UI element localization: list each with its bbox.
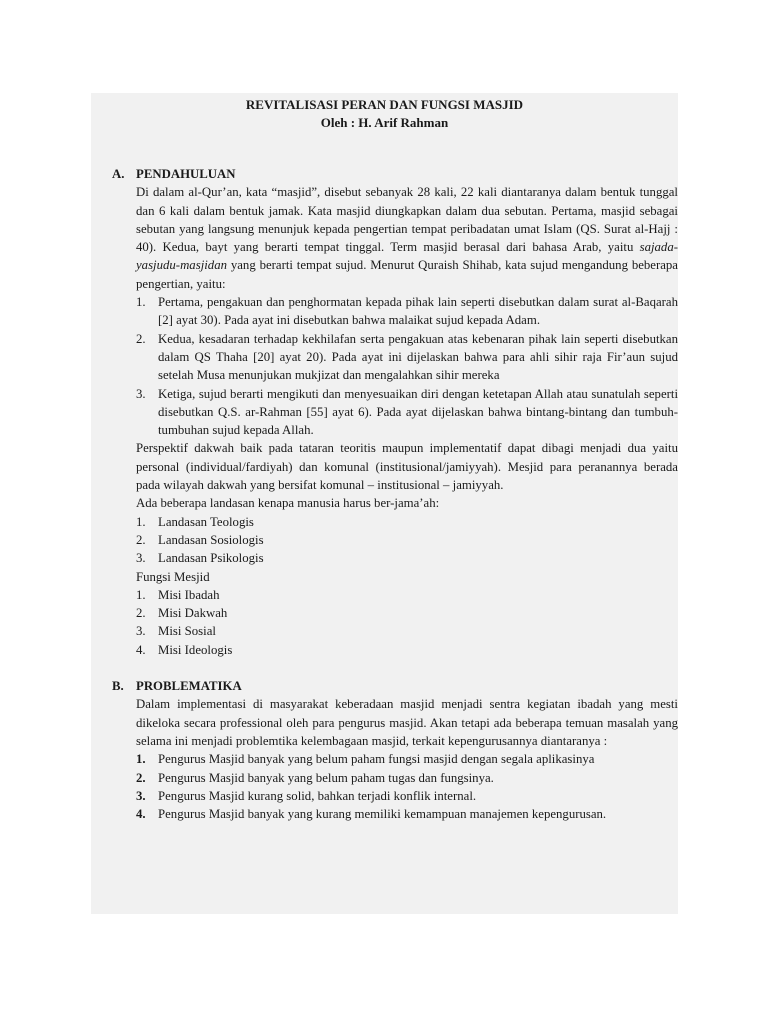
list-text: Kedua, kesadaran terhadap kekhilafan serta pengakuan atas kebenaran pihak lain seperti disebutkan dalam QS Thaha [20] ayat 20). Pada ayat ini dijelaskan bahwa para ahli sihir raja Fir’aun sujud setelah Musa menunjukan mukjizat dan mengalahkan sihir mereka [158,331,678,383]
list-number: 2. [136,770,146,785]
list-text: Pengurus Masjid banyak yang belum paham fungsi masjid dengan segala aplikasinya [158,752,595,767]
foundations-intro: Ada beberapa landasan kenapa manusia harus ber-jama’ah: [136,496,440,511]
list-item [136,531,678,549]
section-b-body [136,695,678,823]
list-text: Pertama, pengakuan dan penghormatan kepada pihak lain seperti disebutkan dalam surat al-Baqarah [2] ayat 30). Pada ayat ini disebutkan bahwa malaikat sujud kepada Adam. [158,295,678,328]
list-item [136,586,678,604]
section-a-letter: A. [112,167,125,181]
intro-italic-term: sajada-yasjudu-masjidan [136,240,678,273]
document-author: Oleh : H. Arif Rahman [320,115,449,130]
list-item [136,641,678,659]
list-text: Landasan Teologis [158,514,254,529]
list-text: Misi Ideologis [158,642,233,657]
list-number: 1. [136,587,146,602]
list-number: 3. [136,551,146,566]
problems-list [136,750,678,823]
perspective-paragraph: Perspektif dakwah baik pada tataran teoritis maupun implementatif dapat dibagi menjadi dua yaitu personal (individual/fardiyah) dan komunal (institusional/jamiyyah). Mesjid para peranannya berada pada wilayah dakwah yang bersifat komunal – institusional – jamiyyah. [136,441,678,493]
section-b-title: PROBLEMATIKA [136,679,242,694]
list-text: Pengurus Masjid banyak yang belum paham tugas dan fungsinya. [158,770,494,785]
list-item [136,787,678,805]
list-item [136,769,678,787]
list-item [136,385,678,440]
list-item [136,622,678,640]
list-text: Ketiga, sujud berarti mengikuti dan menyesuaikan diri dengan ketetapan Allah atau sunatulah seperti disebutkan Q.S. ar-Rahman [55] ayat 6). Pada ayat dijelaskan bahwa bintang-bintang dan tumbuh-tumbuhan sujud kepada Allah. [158,386,678,438]
list-number: 1. [136,752,146,767]
list-number: 1. [136,295,146,310]
list-text: Landasan Sosiologis [158,532,264,547]
list-text: Misi Ibadah [158,587,220,602]
foundations-list [136,513,678,568]
section-a-title: PENDAHULUAN [136,167,236,181]
list-number: 2. [136,532,146,547]
list-item [136,293,678,330]
list-item [136,549,678,567]
list-text: Pengurus Masjid banyak yang kurang memiliki kemampuan manajemen kepengurusan. [158,807,607,822]
functions-intro: Fungsi Mesjid [136,569,210,584]
functions-list [136,586,678,659]
section-spacer [112,659,678,677]
list-number: 2. [136,606,146,621]
list-number: 1. [136,514,146,529]
meanings-list [136,293,678,439]
intro-text-1: Di dalam al-Qur’an, kata “masjid”, disebut sebanyak 28 kali, 22 kali diantaranya dalam bentuk tunggal dan 6 kali dalam bentuk jamak. Kata masjid diungkapkan dalam dua sebutan. Pertama, masjid sebagai sebutan yang langsung menunjuk kepada pengertian tempat peribadatan umat Islam (QS. Surat al-Hajj : 40). Kedua, bayt yang berarti tempat tinggal. Term masjid berasal dari bahasa Arab, yaitu [136,185,678,255]
list-item [136,604,678,622]
list-item [136,513,678,531]
list-number: 3. [136,788,146,803]
section-a-intro [136,183,678,293]
list-text: Landasan Psikologis [158,551,264,566]
list-number: 4. [136,642,146,657]
list-item [136,805,678,823]
list-item [136,750,678,768]
document-title: REVITALISASI PERAN DAN FUNGSI MASJID [245,97,524,112]
list-text: Pengurus Masjid kurang solid, bahkan terjadi konflik internal. [158,788,477,803]
list-number: 3. [136,386,146,401]
list-text: Misi Dakwah [158,606,228,621]
list-number: 3. [136,624,146,639]
section-b-intro: Dalam implementasi di masyarakat keberadaan masjid menjadi sentra kegiatan ibadah yang mesti dikeloka secara professional oleh para pengurus masjid. Akan tetapi ada beberapa temuan masalah yang selama ini menjadi problemtika kelembagaan masjid, terkait kepengurusannya diantaranya : [136,697,678,748]
section-a-heading [112,165,678,183]
intro-text-2: yang berarti tempat sujud. Menurut Quraish Shihab, kata sujud mengandung beberapa pengertian, yaitu: [136,258,678,291]
list-number: 4. [136,807,146,822]
section-b-letter: B. [112,679,124,694]
document-content [112,165,678,823]
section-a-body [136,183,678,659]
list-item [136,330,678,385]
section-b-heading [112,677,678,695]
list-text: Misi Sosial [158,624,216,639]
list-number: 2. [136,331,146,346]
title-block [91,96,678,132]
